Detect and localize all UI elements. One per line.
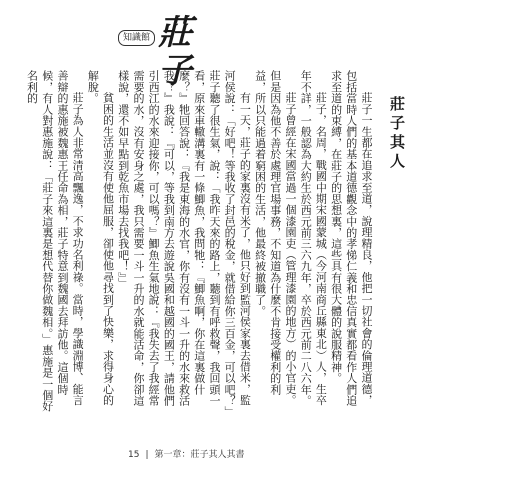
- paragraph: 貧困的生活並沒有使他屈服，卻使他尋找到了快樂，求得身心的解脫。: [86, 70, 115, 406]
- paragraph: 莊子為人非常清高飄逸，不求功名利祿。當時，學識淵博、能言善辯的惠施被魏惠王任命為相，莊子特意到魏國去拜訪他。這個時候，有人對惠施說：「莊子來這裏是想代替你做魏相。」惠施是一個好名利的: [25, 70, 85, 412]
- paragraph: 莊子曾經在宋國當過一個漆園吏（管理漆園的地方）的小官吏。但是因為他不善於處理官場事務，不知道為什麼不肯接受權利的利益，所以只能過着窮困的生活，他最終被撤職了。: [253, 70, 297, 406]
- paragraph: 有一天，莊子的家裏沒有米了，他只好到監河侯家裏去借米，監河侯說：「好吧！等我收了封邑的稅金，就借給你三百金，可以吧？」莊子聽了很生氣，說：「我昨天來的路上，聽到有呼救聲，我回頭一看，原來車轍溝裏有一條鯽魚，我問牠：『鯽魚啊，你在這裏做什麼？』牠回答說：『我是東海的水官，你有沒有一斗一升的水來救活我？』我說：『可以，等我到南方去遊說吳國和越國的國王，請他們引西江的水來迎接你，可以嗎？』鯽魚生氣地說：『我失去了我經常需要的水，沒有安身之處，我只需要一斗一升的水就能活命，你卻這樣說，還不如早點到乾魚市場去找我吧！』」: [116, 70, 252, 412]
- page-footer: [128, 448, 245, 462]
- footer-separator: |: [145, 450, 149, 460]
- paragraph: 莊子，名周，戰國中期宋國蒙城（今河南商丘縣東北）人，生卒年不詳，一般認為大約生於西元前三六九年，卒於西元前二八六年。: [299, 70, 328, 406]
- page-number: 15: [128, 450, 140, 460]
- body-text: [25, 70, 374, 414]
- series-logo: [118, 13, 226, 91]
- logo-badge: 知識館: [118, 30, 155, 46]
- section-title: 莊子其人: [388, 96, 406, 172]
- chapter-title: 第一章：莊子其人其書: [154, 450, 245, 460]
- paragraph: 莊子一生都在追求至道，說理精良，他把一切社會的倫理道德，包括當時人們的基本道德觀念中的孝悌仁義和忠信真實都看作人們追求至道的束縛，在莊子的思想裏，這些具有很大體的說服精神。: [329, 70, 373, 406]
- logo-title: 莊子: [158, 13, 194, 91]
